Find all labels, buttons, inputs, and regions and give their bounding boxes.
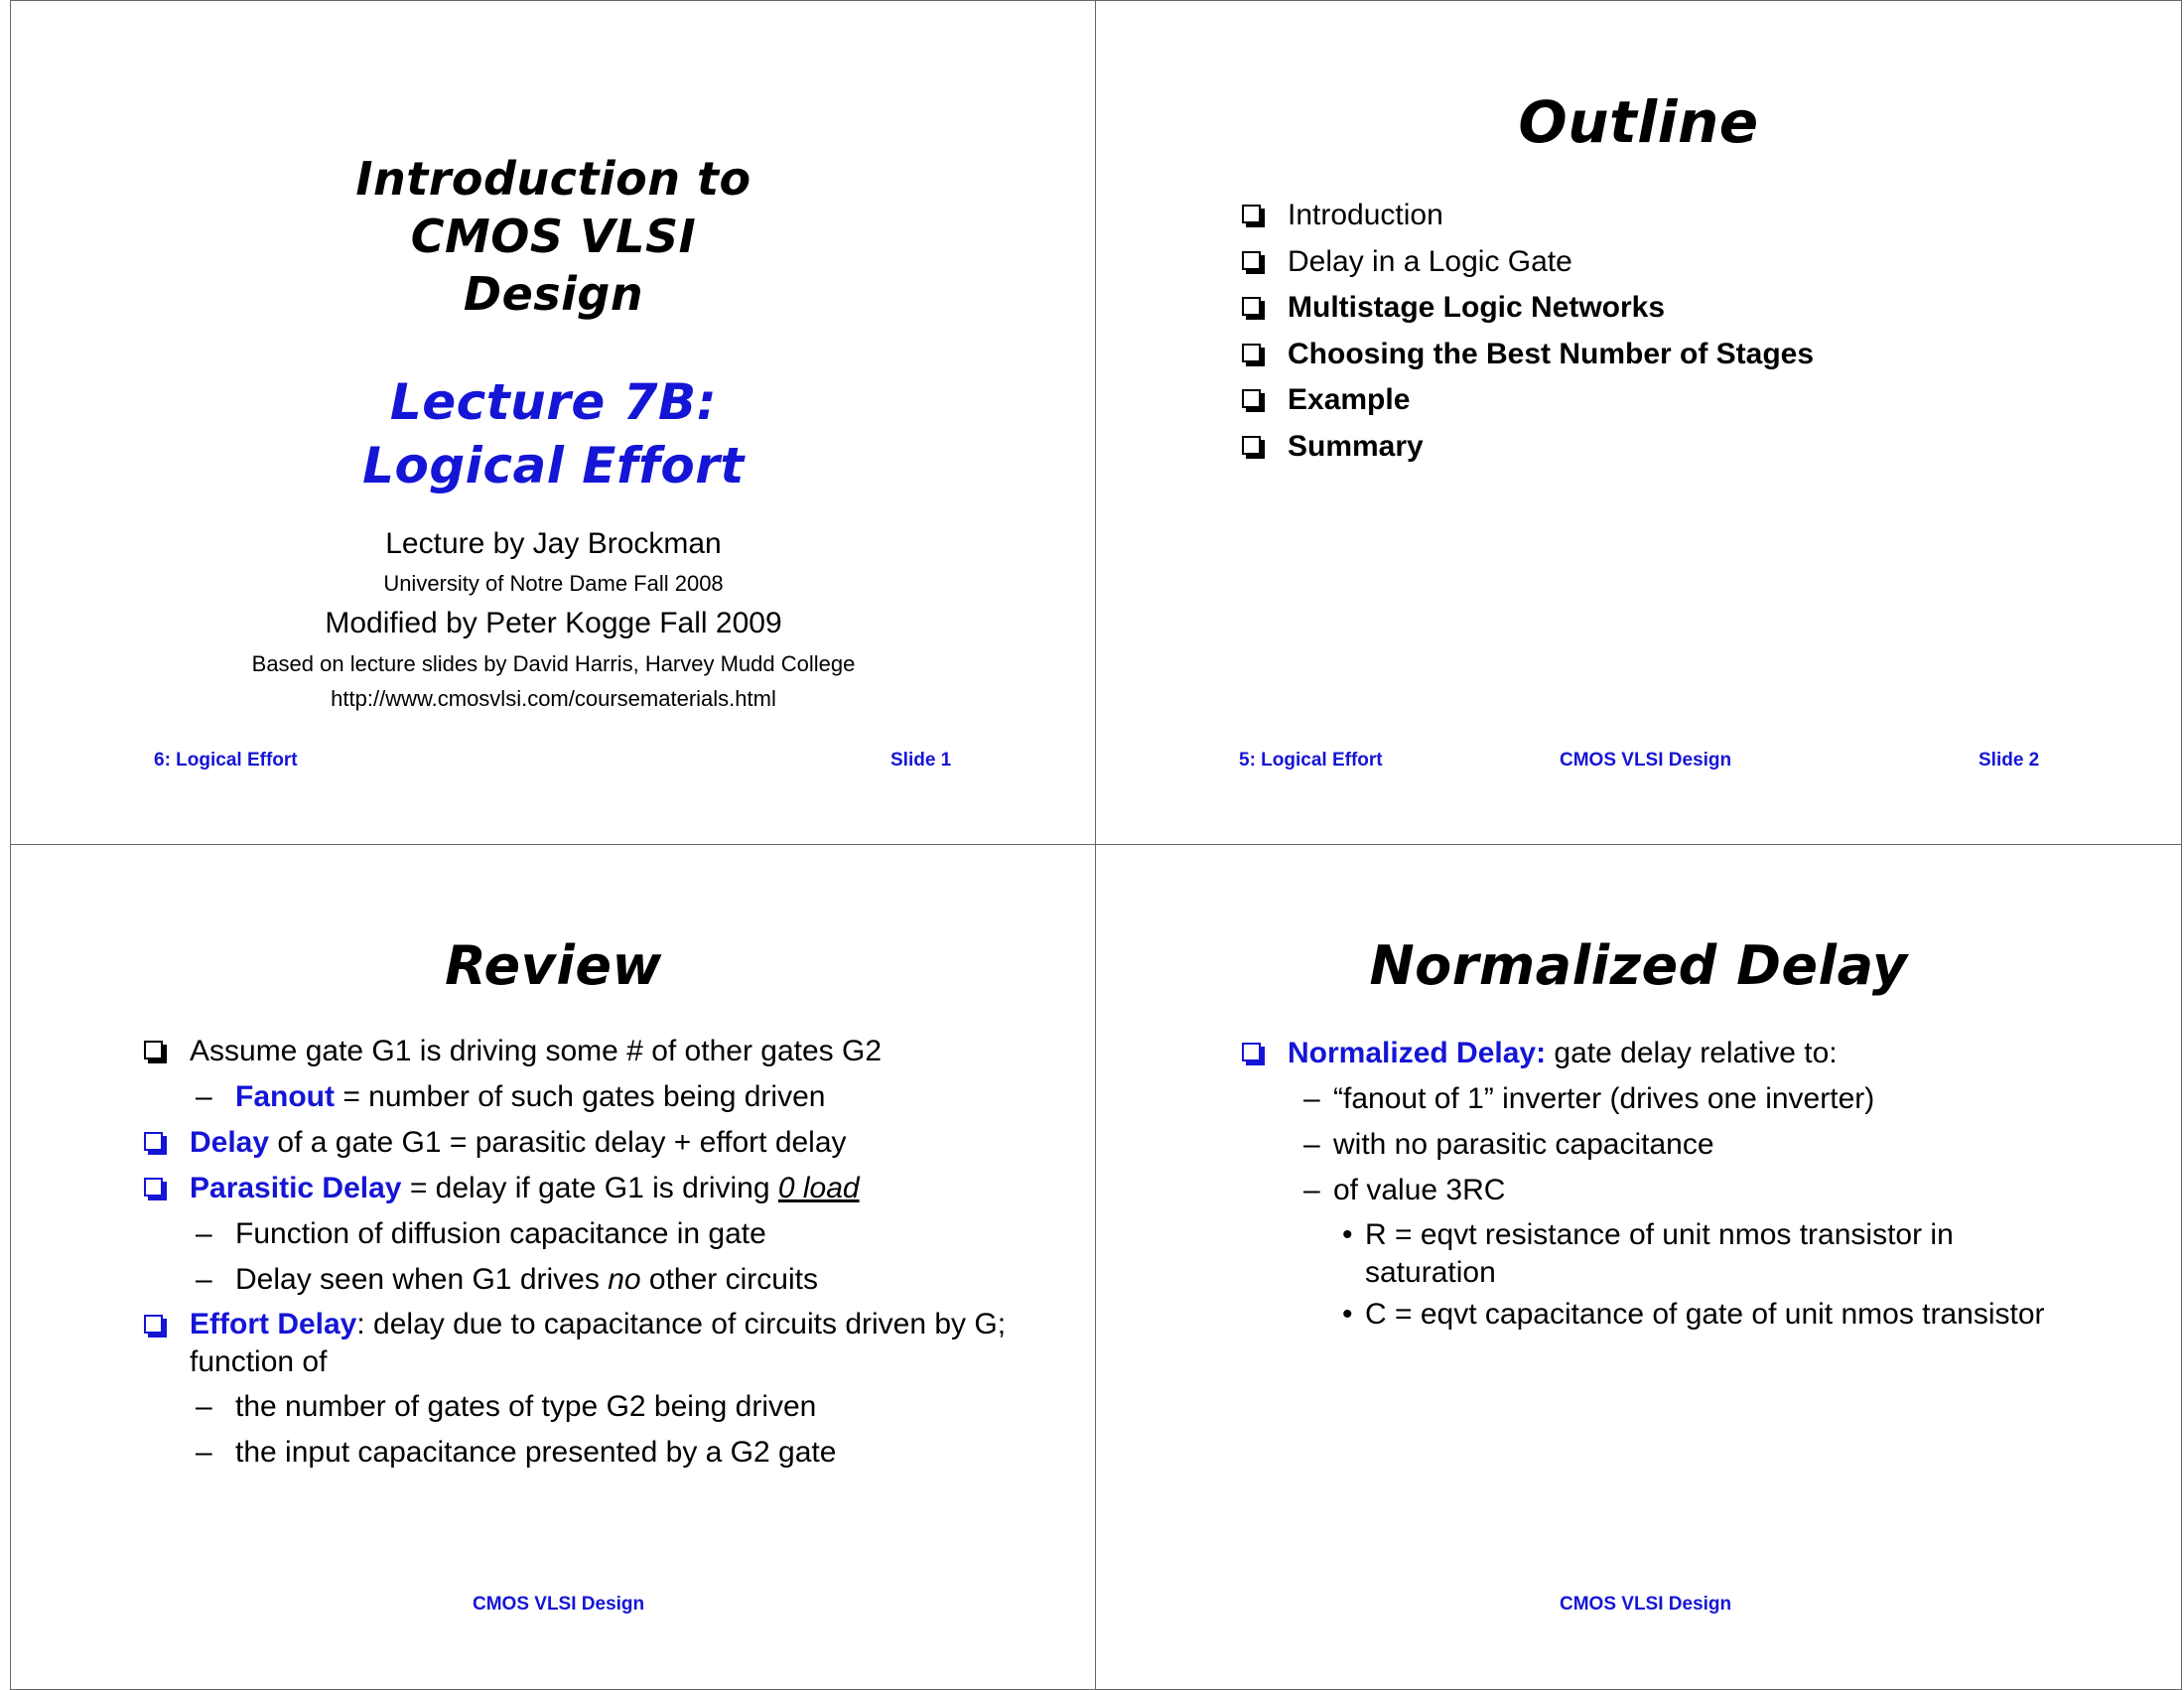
dash-bullet-icon: – xyxy=(1303,1128,1320,1161)
list-item-label: Function of diffusion capacitance in gate xyxy=(235,1217,766,1250)
lecture-title-line-1: Lecture 7B: xyxy=(389,373,718,431)
list-item-label: Introduction xyxy=(1288,199,1443,231)
footer-center: CMOS VLSI Design xyxy=(473,1594,645,1615)
list-item-label: of value 3RC xyxy=(1333,1174,1506,1206)
list-item-label: Example xyxy=(1288,383,1411,416)
lecture-title-line-2: Logical Effort xyxy=(362,437,745,494)
footer-center: CMOS VLSI Design xyxy=(1560,750,1732,771)
list-item xyxy=(144,1306,1037,1381)
list-item xyxy=(144,1077,1037,1117)
delay-term: Delay xyxy=(190,1126,270,1159)
footer-center: CMOS VLSI Design xyxy=(1560,1594,1732,1615)
dash-bullet-icon: – xyxy=(196,1217,212,1250)
list-item-label: Assume gate G1 is driving some # of other gates G2 xyxy=(190,1035,883,1067)
checkbox-bullet-icon xyxy=(1242,205,1261,223)
affiliation: University of Notre Dame Fall 2008 xyxy=(383,571,724,596)
course-title xyxy=(11,150,1096,323)
list-item xyxy=(1242,196,1814,235)
list-item-label: Delay in a Logic Gate xyxy=(1288,244,1572,278)
effort-delay-term: Effort Delay xyxy=(190,1308,357,1340)
dash-bullet-icon: – xyxy=(1303,1082,1320,1115)
parasitic-delay-definition: = delay if gate G1 is driving xyxy=(401,1172,778,1204)
course-title-line-1: Introduction to xyxy=(355,152,751,206)
slide-3 xyxy=(10,844,1097,1690)
list-item-label: Multistage Logic Networks xyxy=(1288,291,1666,324)
checkbox-bullet-icon xyxy=(144,1041,163,1059)
checkbox-bullet-icon xyxy=(144,1178,163,1197)
list-item xyxy=(1242,335,1814,374)
dot-bullet-icon: • xyxy=(1342,1218,1353,1251)
checkbox-bullet-icon xyxy=(1242,1043,1261,1061)
list-item xyxy=(1242,1171,2056,1210)
review-list xyxy=(144,1032,1037,1479)
checkbox-bullet-icon xyxy=(1242,251,1261,270)
list-item-label: C = eqvt capacitance of gate of unit nmos transistor xyxy=(1365,1298,2045,1331)
list-item xyxy=(144,1433,1037,1473)
list-item xyxy=(1242,242,1814,282)
text-part: Delay seen when G1 drives xyxy=(235,1263,609,1296)
list-item xyxy=(1242,1079,2056,1119)
fanout-definition: = number of such gates being driven xyxy=(334,1080,826,1113)
outline-list xyxy=(1242,196,1814,473)
effort-delay-definition: : delay due to capacitance of circuits driven by G; function of xyxy=(190,1308,1007,1378)
zero-load-text: 0 load xyxy=(777,1172,860,1204)
checkbox-bullet-icon xyxy=(144,1315,163,1334)
list-item-label: R = eqvt resistance of unit nmos transistor in saturation xyxy=(1365,1218,1954,1289)
list-item xyxy=(1242,1125,2056,1165)
dash-bullet-icon: – xyxy=(1303,1174,1320,1206)
slide-title: Review xyxy=(445,934,662,997)
list-item xyxy=(1242,1034,2056,1073)
list-item-label xyxy=(205,1260,1037,1300)
fanout-term: Fanout xyxy=(235,1080,335,1113)
parasitic-delay-term: Parasitic Delay xyxy=(190,1172,402,1204)
checkbox-bullet-icon xyxy=(1242,389,1261,408)
footer-left: 5: Logical Effort xyxy=(1239,750,1383,771)
footer-right: Slide 1 xyxy=(890,750,952,771)
course-title-line-3: Design xyxy=(463,267,644,321)
checkbox-bullet-icon xyxy=(1242,436,1261,455)
dash-bullet-icon: – xyxy=(196,1436,212,1469)
text-part: other circuits xyxy=(640,1263,818,1296)
dash-bullet-icon: – xyxy=(196,1390,212,1423)
lecture-title xyxy=(11,370,1096,497)
footer-left: 6: Logical Effort xyxy=(154,750,298,771)
slide-2 xyxy=(1095,0,2182,846)
checkbox-bullet-icon xyxy=(1242,344,1261,362)
slide-title: Normalized Delay xyxy=(1369,934,1908,997)
emphasis-text: no xyxy=(608,1263,641,1296)
list-item xyxy=(144,1214,1037,1254)
list-item xyxy=(144,1260,1037,1300)
list-item-label: with no parasitic capacitance xyxy=(1333,1128,1714,1161)
list-item xyxy=(144,1169,1037,1208)
list-item xyxy=(144,1387,1037,1427)
list-item-label: Summary xyxy=(1288,429,1424,463)
list-item xyxy=(144,1032,1037,1071)
slide-title: Outline xyxy=(1518,88,1759,156)
footer-right: Slide 2 xyxy=(1979,750,2040,771)
slide-1 xyxy=(10,0,1097,846)
checkbox-bullet-icon xyxy=(1242,297,1261,316)
author: Lecture by Jay Brockman xyxy=(385,527,722,560)
list-item xyxy=(1242,1296,2056,1334)
list-item-label: the number of gates of type G2 being driven xyxy=(235,1390,817,1423)
list-item-label xyxy=(205,1077,1037,1117)
list-item xyxy=(1242,288,1814,328)
list-item-label: Choosing the Best Number of Stages xyxy=(1288,337,1815,370)
slide-4 xyxy=(1095,844,2182,1690)
normalized-delay-definition: gate delay relative to: xyxy=(1546,1037,1838,1069)
dash-bullet-icon: – xyxy=(196,1263,212,1296)
modified-by: Modified by Peter Kogge Fall 2009 xyxy=(325,607,782,639)
normalized-delay-term: Normalized Delay: xyxy=(1288,1037,1547,1069)
list-item xyxy=(1242,427,1814,467)
course-title-line-2: CMOS VLSI xyxy=(410,210,697,263)
checkbox-bullet-icon xyxy=(144,1132,163,1151)
list-item xyxy=(1242,1216,2056,1292)
based-on: Based on lecture slides by David Harris, Harvey Mudd College xyxy=(251,651,856,676)
list-item xyxy=(144,1123,1037,1163)
delay-definition: of a gate G1 = parasitic delay + effort delay xyxy=(269,1126,847,1159)
list-item-label: the input capacitance presented by a G2 gate xyxy=(235,1436,837,1469)
course-url[interactable]: http://www.cmosvlsi.com/coursematerials.html xyxy=(331,686,776,711)
dash-bullet-icon: – xyxy=(196,1080,212,1113)
dot-bullet-icon: • xyxy=(1342,1298,1353,1331)
list-item xyxy=(1242,380,1814,420)
normalized-delay-list xyxy=(1242,1034,2056,1338)
list-item-label: “fanout of 1” inverter (drives one inverter) xyxy=(1333,1082,1875,1115)
